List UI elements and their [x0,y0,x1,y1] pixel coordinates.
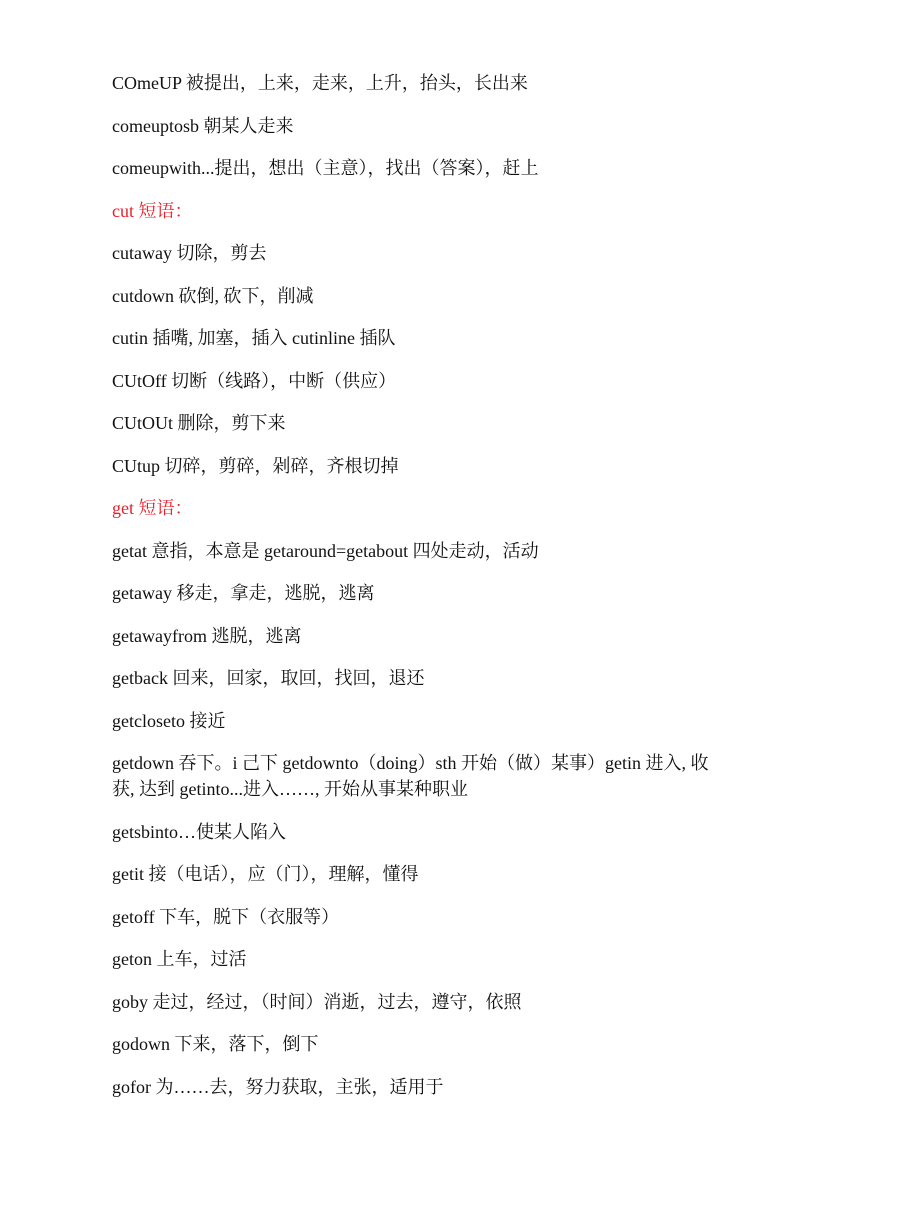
phrase-entry: goby 走过，经过，（时间）消逝，过去，遵守，依照 [112,991,522,1012]
phrase-entry: CUtOUt 删除，剪下来 [112,413,286,433]
phrase-list [112,70,752,1116]
phrase-entry: cutdown 砍倒, 砍下，削减 [112,285,314,306]
phrase-entry: cutaway 切除，剪去 [112,243,267,263]
phrase-entry: getawayfrom 逃脱，逃离 [112,625,302,646]
phrase-entry: godown 下来，落下，倒下 [112,1034,319,1054]
phrase-entry: cutin 插嘴, 加塞，插入 cutinline 插队 [112,328,396,348]
phrase-entry: comeuptosb 朝某人走来 [112,115,294,136]
section-heading-cut: cut 短语： [112,200,193,221]
phrase-entry: getoff 下车，脱下（衣服等） [112,906,340,927]
phrase-entry: getsbinto…使某人陷入 [112,821,286,842]
phrase-entry-multiline: getdown 吞下。i 己下 getdownto（doing）sth 开始（做）某事）getin 进入, 收获, 达到 getinto...进入……, 开始从事某种职业 [112,753,709,799]
phrase-entry: geton 上车，过活 [112,949,247,969]
phrase-entry: CUtup 切碎，剪碎，剁碎，齐根切掉 [112,455,399,476]
phrase-entry: gofor 为……去，努力获取，主张，适用于 [112,1076,444,1097]
phrase-entry: comeupwith...提出，想出（主意），找出（答案），赶上 [112,158,539,178]
phrase-entry: getcloseto 接近 [112,710,226,731]
phrase-entry: getaway 移走，拿走，逃脱，逃离 [112,583,375,603]
phrase-entry: getit 接（电话），应（门），理解，懂得 [112,864,419,884]
section-heading-get: get 短语： [112,498,193,518]
phrase-entry: CUtOff 切断（线路），中断（供应） [112,370,397,391]
phrase-entry: getat 意指，本意是 getaround=getabout 四处走动，活动 [112,540,539,561]
phrase-entry: getback 回来，回家，取回，找回，退还 [112,668,425,688]
phrase-entry: COmeUP 被提出，上来，走来，上升，抬头，长出来 [112,73,528,93]
